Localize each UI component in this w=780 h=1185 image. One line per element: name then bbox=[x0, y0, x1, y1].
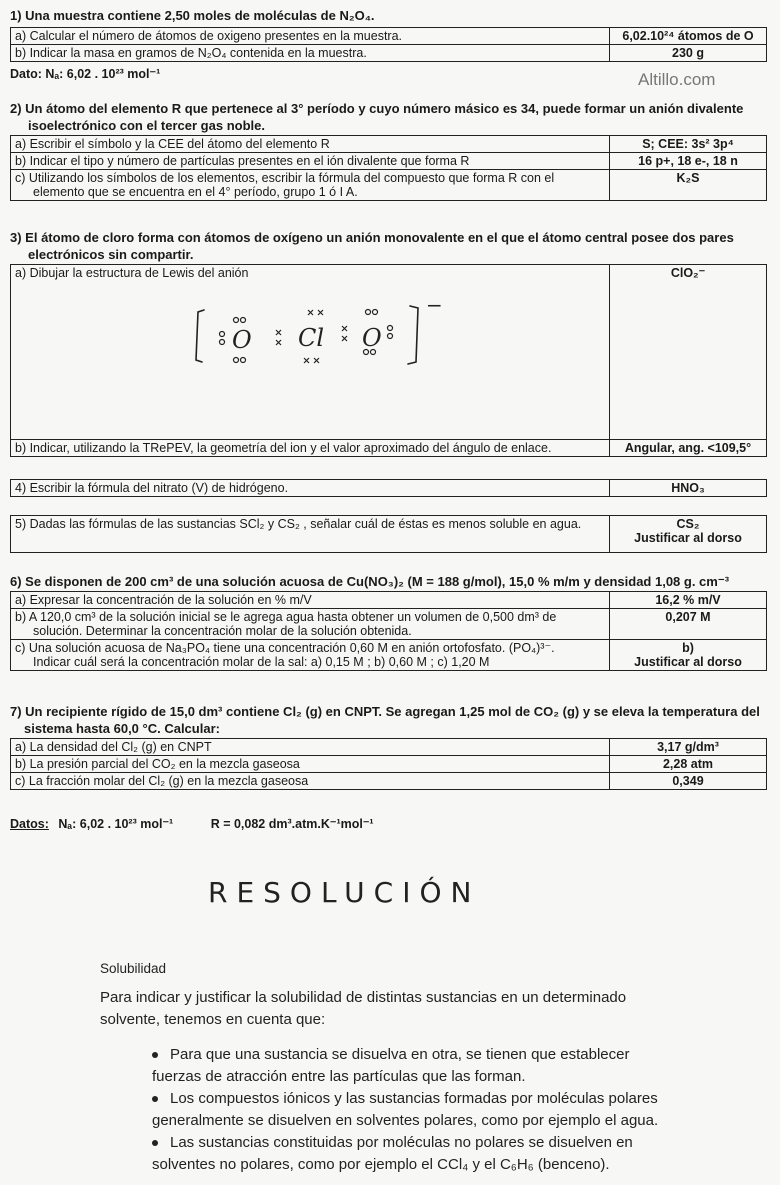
table-row bbox=[11, 28, 767, 45]
right-bracket bbox=[408, 306, 418, 364]
q3-b-answer: Angular, ang. <109,5° bbox=[610, 440, 767, 457]
q2-c-question-line-2: elemento que se encuentra en el 4° período, grupo 1 ó I A. bbox=[33, 185, 358, 199]
q6-a-answer: 16,2 % m/V bbox=[610, 592, 767, 609]
q6-b-question bbox=[11, 609, 610, 640]
q3-title-2: electrónicos sin compartir. bbox=[28, 247, 194, 262]
q6-c-question bbox=[11, 640, 610, 671]
q3-title-1: 3) El átomo de cloro forma con átomos de oxígeno un anión monovalente en el que el átomo central posee dos pares bbox=[10, 230, 734, 245]
q6-c-question-line-2: Indicar cuál será la concentración molar de la sal: a) 0,15 M ; b) 0,60 M ; c) 1,20 M bbox=[33, 655, 490, 669]
q2-title-2: isoelectrónico con el tercer gas noble. bbox=[28, 118, 265, 133]
datos-line bbox=[10, 816, 374, 831]
q2-c-question-line-1: c) Utilizando los símbolos de los elementos, escribir la fórmula del compuesto que forma R con el bbox=[15, 171, 555, 185]
bullet-1-line-1: Para que una sustancia se disuelva en otra, se tienen que establecer bbox=[152, 1044, 629, 1066]
q7-c-answer: 0,349 bbox=[610, 773, 767, 790]
q1-b-question: b) Indicar la masa en gramos de N₂O₄ contenida en la muestra. bbox=[11, 45, 610, 62]
q2-title-1: 2) Un átomo del elemento R que pertenece al 3° período y cuyo número másico es 34, puede formar un anión divalente bbox=[10, 101, 744, 116]
q5-answer bbox=[610, 516, 767, 553]
bullet-2-line-1: Los compuestos iónicos y las sustancias formadas por moléculas polares bbox=[152, 1088, 658, 1110]
resolucion-heading: RESOLUCIÓN bbox=[208, 876, 481, 909]
q6-c-answer-note: Justificar al dorso bbox=[634, 655, 742, 669]
bullet-dot-icon bbox=[152, 1096, 158, 1102]
lewis-oxygen-right: O bbox=[362, 324, 382, 352]
table-row bbox=[11, 153, 767, 170]
q1-title: 1) Una muestra contiene 2,50 moles de moléculas de N₂O₄. bbox=[10, 8, 375, 23]
q7-a-question: a) La densidad del Cl₂ (g) en CNPT bbox=[11, 739, 610, 756]
q6-b-answer: 0,207 M bbox=[610, 609, 767, 640]
datos-na: Nₐ: 6,02 . 10²³ mol⁻¹ bbox=[58, 817, 174, 831]
bullet-dot-icon bbox=[152, 1140, 158, 1146]
table-row bbox=[11, 739, 767, 756]
q6-table bbox=[10, 591, 767, 671]
table-row bbox=[11, 592, 767, 609]
table-row bbox=[11, 756, 767, 773]
table-row bbox=[11, 480, 767, 497]
q7-b-answer: 2,28 atm bbox=[610, 756, 767, 773]
bullet-dot-icon bbox=[152, 1052, 158, 1058]
q4-table bbox=[10, 479, 767, 497]
table-row bbox=[11, 45, 767, 62]
q4-answer: HNO₃ bbox=[610, 480, 767, 497]
q5-table bbox=[10, 515, 767, 553]
lewis-structure-drawing bbox=[180, 298, 460, 378]
lewis-charge: − bbox=[426, 298, 443, 317]
q2-b-question: b) Indicar el tipo y número de partículas presentes en el ión divalente que forma R bbox=[11, 153, 610, 170]
q4-question: 4) Escribir la fórmula del nitrato (V) de hidrógeno. bbox=[11, 480, 610, 497]
q2-a-answer: S; CEE: 3s² 3p⁴ bbox=[610, 136, 767, 153]
table-row bbox=[11, 609, 767, 640]
lewis-oxygen-left: O bbox=[232, 326, 252, 354]
q1-a-question: a) Calcular el número de átomos de oxigeno presentes en la muestra. bbox=[11, 28, 610, 45]
q6-c-answer bbox=[610, 640, 767, 671]
q2-b-answer: 16 p+, 18 e-, 18 n bbox=[610, 153, 767, 170]
q6-b-question-line-1: b) A 120,0 cm³ de la solución inicial se le agrega agua hasta obtener un volumen de 0,500 dm³ de bbox=[15, 610, 557, 624]
solubilidad-intro-1: Para indicar y justificar la solubilidad de distintas sustancias en un determinado bbox=[100, 989, 627, 1006]
q6-c-answer-option: b) bbox=[682, 641, 694, 655]
q2-c-answer: K₂S bbox=[610, 170, 767, 201]
table-row bbox=[11, 136, 767, 153]
table-row bbox=[11, 516, 767, 553]
q7-c-question: c) La fracción molar del Cl₂ (g) en la mezcla gaseosa bbox=[11, 773, 610, 790]
q1-data: Dato: Nₐ: 6,02 . 10²³ mol⁻¹ bbox=[10, 67, 161, 81]
q3-a-question: a) Dibujar la estructura de Lewis del anión bbox=[11, 265, 610, 440]
bullet-2-line-2: generalmente se disuelven en solventes polares, como por ejemplo el agua. bbox=[152, 1112, 659, 1129]
q2-c-question bbox=[11, 170, 610, 201]
q5-question: 5) Dadas las fórmulas de las sustancias SCl₂ y CS₂ , señalar cuál de éstas es menos soluble en agua. bbox=[11, 516, 610, 553]
q6-c-question-line-1: c) Una solución acuosa de Na₃PO₄ tiene una concentración 0,60 M en anión ortofosfato. (PO₄)³⁻. bbox=[15, 641, 555, 655]
q1-table bbox=[10, 27, 767, 62]
q2-a-question: a) Escribir el símbolo y la CEE del átomo del elemento R bbox=[11, 136, 610, 153]
q7-a-answer: 3,17 g/dm³ bbox=[610, 739, 767, 756]
lewis-chlorine: Cl bbox=[298, 324, 325, 352]
q3-b-question: b) Indicar, utilizando la TRePEV, la geometría del ion y el valor aproximado del ángulo de enlace. bbox=[11, 440, 610, 457]
q6-a-question: a) Expresar la concentración de la solución en % m/V bbox=[11, 592, 610, 609]
q6-title: 6) Se disponen de 200 cm³ de una solución acuosa de Cu(NO₃)₂ (M = 188 g/mol), 15,0 % m/m y densidad 1,08 g. cm⁻³ bbox=[10, 574, 730, 589]
bullet-1-line-2: fuerzas de atracción entre las partículas que las forman. bbox=[152, 1068, 526, 1085]
q7-table bbox=[10, 738, 767, 790]
table-row bbox=[11, 440, 767, 457]
table-row bbox=[11, 170, 767, 201]
q7-title-2: sistema hasta 60,0 °C. Calcular: bbox=[24, 721, 220, 736]
watermark: Altillo.com bbox=[638, 70, 716, 89]
q6-b-question-line-2: solución. Determinar la concentración molar de la solución obtenida. bbox=[33, 624, 412, 638]
datos-label: Datos: bbox=[10, 817, 49, 831]
q7-b-question: b) La presión parcial del CO₂ en la mezcla gaseosa bbox=[11, 756, 610, 773]
solubilidad-heading: Solubilidad bbox=[100, 961, 167, 976]
q2-table bbox=[10, 135, 767, 201]
solubilidad-intro-2: solvente, tenemos en cuenta que: bbox=[100, 1011, 326, 1028]
q5-answer-formula: CS₂ bbox=[676, 517, 700, 531]
q1-a-answer: 6,02.10²⁴ átomos de O bbox=[610, 28, 767, 45]
q1-b-answer: 230 g bbox=[610, 45, 767, 62]
q3-a-answer: ClO₂⁻ bbox=[610, 265, 767, 440]
q5-answer-note: Justificar al dorso bbox=[634, 531, 742, 545]
table-row bbox=[11, 640, 767, 671]
bullet-3-line-1: Las sustancias constituidas por moléculas no polares se disuelven en bbox=[152, 1132, 633, 1154]
left-bracket bbox=[196, 310, 204, 362]
q7-title-1: 7) Un recipiente rígido de 15,0 dm³ contiene Cl₂ (g) en CNPT. Se agregan 1,25 mol de CO₂ (g) y se eleva la temperatura del bbox=[10, 704, 760, 719]
bullet-3-line-2: solventes no polares, como por ejemplo el CCl₄ y el C₆H₆ (benceno). bbox=[152, 1156, 610, 1173]
table-row bbox=[11, 773, 767, 790]
datos-r: R = 0,082 dm³.atm.K⁻¹mol⁻¹ bbox=[210, 817, 374, 831]
